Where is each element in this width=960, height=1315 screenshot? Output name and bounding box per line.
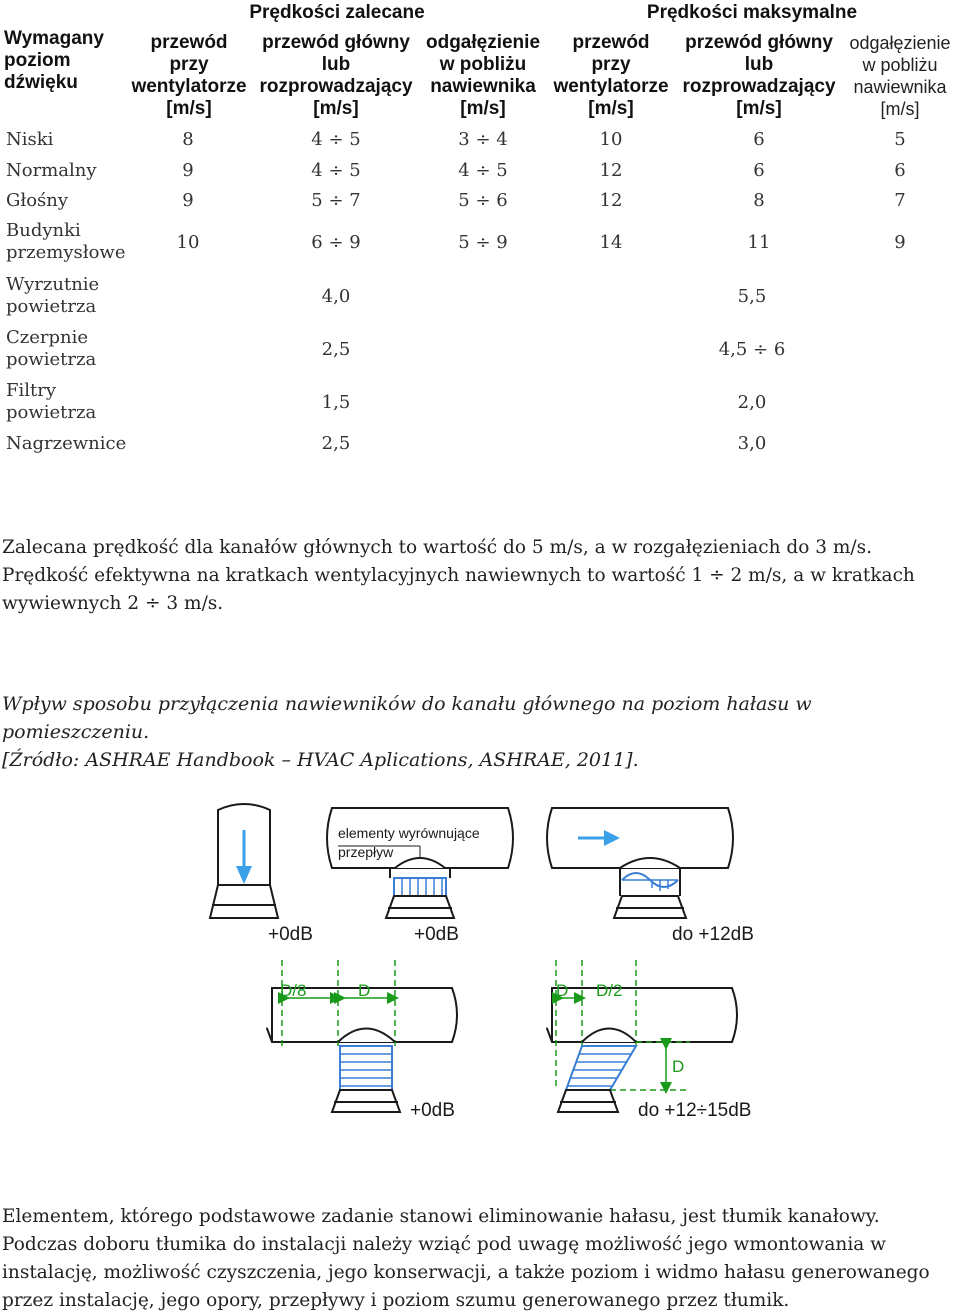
cell-maximum: 2,0 — [737, 392, 767, 413]
cell-max-branch: 6 — [894, 160, 906, 181]
row-label: Budynki przemysłowe — [6, 220, 126, 263]
cell-max-branch: 5 — [894, 129, 906, 150]
header-max-branch: odgałęzienie w pobliżu nawiewnika [m/s] — [849, 33, 951, 119]
table-row — [0, 160, 960, 182]
d-label-a: D — [358, 981, 371, 1000]
table-row — [0, 190, 960, 212]
cell-max-fan: 14 — [599, 232, 623, 253]
panel-vertical-connection — [210, 804, 278, 918]
cell-recommended: 2,5 — [321, 433, 351, 454]
label-elements-2: przepływ — [338, 844, 394, 860]
db-label-1: +0dB — [268, 924, 313, 945]
table-row — [0, 129, 960, 151]
header-max-main-duct: przewód główny lub rozprowadzający [m/s] — [682, 32, 836, 119]
panel-direct-branch — [547, 808, 733, 918]
row-label: Nagrzewnice — [6, 433, 127, 454]
d2-label: D/2 — [596, 981, 623, 1000]
cell-main: 4 ÷ 5 — [311, 129, 361, 150]
panel-offset-d2 — [547, 960, 737, 1112]
cell-recommended: 4,0 — [321, 286, 351, 307]
header-maximum: Prędkości maksymalne — [646, 2, 858, 23]
row-label: Głośny — [6, 190, 69, 211]
cell-main: 6 ÷ 9 — [311, 232, 361, 253]
table-row — [0, 220, 960, 266]
cell-maximum: 3,0 — [737, 433, 767, 454]
cell-max-main: 6 — [753, 129, 765, 150]
cell-max-main: 11 — [747, 232, 771, 253]
row-label: Wyrzutnie powietrza — [6, 274, 100, 317]
diffuser-connection-figure — [0, 790, 960, 1130]
cell-main: 4 ÷ 5 — [311, 160, 361, 181]
cell-fan: 10 — [176, 232, 200, 253]
row-label: Czerpnie powietrza — [6, 327, 97, 370]
db-label-5: do +12÷15dB — [638, 1100, 752, 1121]
cell-branch: 3 ÷ 4 — [458, 129, 508, 150]
header-required-level: Wymagany poziom dźwięku — [4, 28, 104, 93]
cell-maximum: 4,5 ÷ 6 — [718, 339, 786, 360]
d8-label: D/8 — [280, 981, 307, 1000]
cell-fan: 9 — [182, 160, 194, 181]
cell-max-branch: 9 — [894, 232, 906, 253]
table-row — [0, 327, 960, 373]
db-label-4: +0dB — [410, 1100, 455, 1121]
header-fan-duct: przewód przy wentylatorze [m/s] — [131, 32, 247, 119]
cell-branch: 4 ÷ 5 — [458, 160, 508, 181]
header-branch: odgałęzienie w pobliżu nawiewnika [m/s] — [425, 32, 541, 119]
cell-fan: 8 — [182, 129, 194, 150]
cell-main: 5 ÷ 7 — [311, 190, 361, 211]
cell-recommended: 1,5 — [321, 392, 351, 413]
cell-max-main: 8 — [753, 190, 765, 211]
table-row — [0, 274, 960, 320]
cell-max-main: 6 — [753, 160, 765, 181]
label-elements-1: elementy wyrównujące — [338, 825, 480, 841]
cell-max-branch: 7 — [894, 190, 906, 211]
table-row — [0, 433, 960, 455]
cell-recommended: 2,5 — [321, 339, 351, 360]
table-row — [0, 380, 960, 426]
cell-branch: 5 ÷ 6 — [458, 190, 508, 211]
cell-max-fan: 12 — [599, 160, 623, 181]
d-label-b: D — [556, 981, 569, 1000]
header-max-fan-duct: przewód przy wentylatorze [m/s] — [553, 32, 669, 119]
cell-max-fan: 10 — [599, 129, 623, 150]
cell-fan: 9 — [182, 190, 194, 211]
cell-maximum: 5,5 — [737, 286, 767, 307]
cell-max-fan: 12 — [599, 190, 623, 211]
paragraph-silencer: Elementem, którego podstawowe zadanie stanowi eliminowanie hałasu, jest tłumik kanałowy. Podczas doboru tłumika do instalacji należy wziąć pod uwagę możliwość jego wmontowania w instalację, możliwość czyszczenia, jego konserwacji, a także poziom i widmo hałasu generowanego przez instalację, jego opory, przepływy i poziom szumu generowanego przez tłumik. — [2, 1206, 930, 1311]
row-label: Filtry powietrza — [6, 380, 97, 423]
row-label: Niski — [6, 129, 54, 150]
db-label-3: do +12dB — [672, 924, 754, 945]
header-recommended: Prędkości zalecane — [249, 2, 425, 23]
figure-caption: Wpływ sposobu przyłączenia nawiewników do kanału głównego na poziom hałasu w pomieszczeniu. [Źródło: ASHRAE Handbook – HVAC Aplications, ASHRAE, 2011]. — [2, 693, 812, 771]
db-label-2: +0dB — [414, 924, 459, 945]
paragraph-velocities: Zalecana prędkość dla kanałów głównych to wartość do 5 m/s, a w rozgałęzieniach do 3 m/s. Prędkość efektywna na kratkach wentylacyjnych nawiewnych to wartość 1 ÷ 2 m/s, a w kratkach wywiewnych 2 ÷ 3 m/s. — [2, 537, 915, 614]
header-main-duct: przewód główny lub rozprowadzający [m/s] — [259, 32, 413, 119]
d-label-c: D — [672, 1057, 685, 1076]
row-label: Normalny — [6, 160, 97, 181]
cell-branch: 5 ÷ 9 — [458, 232, 508, 253]
